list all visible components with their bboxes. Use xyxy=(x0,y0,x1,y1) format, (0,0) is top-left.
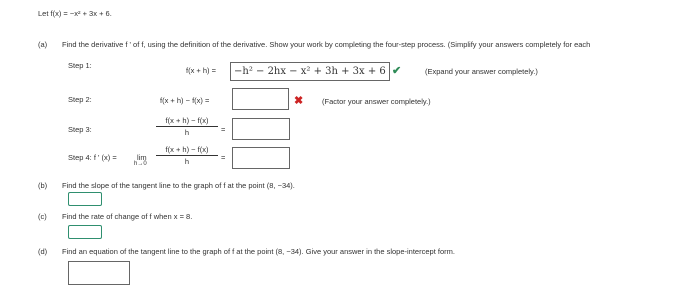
step4-denominator: h xyxy=(184,157,190,166)
part-c-question: Find the rate of change of f when x = 8. xyxy=(62,212,193,221)
part-d-answer-field[interactable] xyxy=(68,261,130,285)
step4-answer-field[interactable] xyxy=(232,147,290,169)
step3-answer-field[interactable] xyxy=(232,118,290,140)
limit-symbol: lim xyxy=(137,153,147,162)
correct-check-icon: ✔ xyxy=(392,65,402,77)
step3-fraction xyxy=(156,116,218,137)
step1-answer-field[interactable]: −h² − 2hx − x² + 3h + 3x + 6 xyxy=(230,62,390,81)
problem-statement: Let f(x) = −x² + 3x + 6. xyxy=(38,9,112,18)
step3-denominator: h xyxy=(184,128,190,137)
part-a-question: Find the derivative f ' of f, using the definition of the derivative. Show your work by completing the four-step process. (Simplify your answers completely for each xyxy=(62,40,591,49)
part-b-answer-field[interactable] xyxy=(68,192,102,206)
step1-label: Step 1: xyxy=(68,61,92,70)
step2-label: Step 2: xyxy=(68,95,92,104)
step4-numerator: f(x + h) − f(x) xyxy=(156,145,218,156)
part-b-label: (b) xyxy=(38,181,48,190)
limit-subscript: h→0 xyxy=(134,161,147,167)
step1-lhs: f(x + h) = xyxy=(186,66,217,75)
part-a-label: (a) xyxy=(38,40,48,49)
part-d-label: (d) xyxy=(38,247,48,256)
step4-label: Step 4: f ' (x) = xyxy=(68,153,117,162)
step2-lhs: f(x + h) − f(x) = xyxy=(160,96,210,105)
step1-hint: (Expand your answer completely.) xyxy=(425,67,538,76)
part-c-label: (c) xyxy=(38,212,47,221)
step3-equals: = xyxy=(221,125,226,134)
step4-fraction xyxy=(156,145,218,166)
step4-equals: = xyxy=(221,153,226,162)
part-b-question: Find the slope of the tangent line to the graph of f at the point (8, −34). xyxy=(62,181,295,190)
part-d-question: Find an equation of the tangent line to the graph of f at the point (8, −34). Give your answer in the slope-intercept form. xyxy=(62,247,455,256)
part-c-answer-field[interactable] xyxy=(68,225,102,239)
step3-label: Step 3: xyxy=(68,125,92,134)
step3-numerator: f(x + h) − f(x) xyxy=(156,116,218,127)
step2-hint: (Factor your answer completely.) xyxy=(322,97,431,106)
step2-answer-field[interactable] xyxy=(232,88,289,110)
incorrect-x-icon: ✖ xyxy=(294,95,304,107)
